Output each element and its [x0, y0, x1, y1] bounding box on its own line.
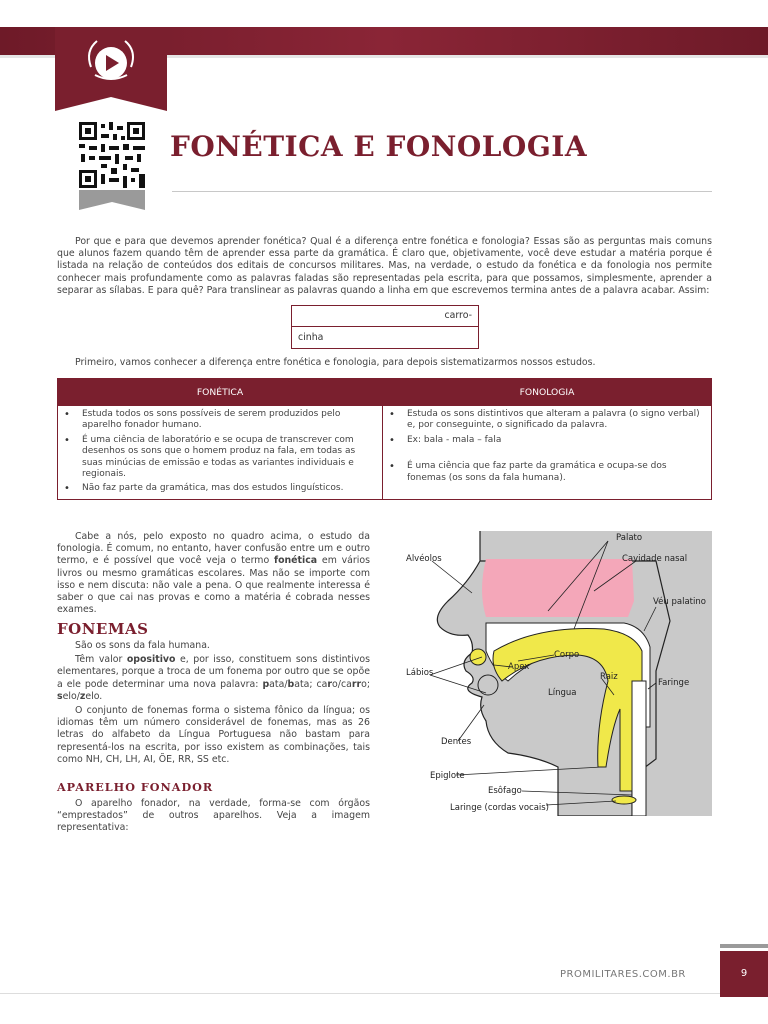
comparison-table — [57, 378, 712, 500]
label-veu-palatino: Véu palatino — [653, 597, 706, 607]
label-corpo: Corpo — [554, 650, 580, 660]
label-raiz: Raiz — [600, 672, 618, 682]
table-header — [58, 379, 711, 406]
label-cavidade-nasal: Cavidade nasal — [622, 554, 688, 564]
page-number: 9 — [720, 951, 768, 997]
label-faringe: Faringe — [658, 678, 690, 688]
fonetica-column — [58, 406, 370, 499]
fonemas-system: O conjunto de fonemas forma o sistema fônico da língua; os idiomas têm um número considerável de fonemas, mas as 26 letras do alfabeto da Língua Portuguesa não bastam para representá-los na escrita, por isso existem as combinações, tais como NH, CH, LH, AI, ÕE, RR, SS etc. — [57, 705, 370, 765]
fonemas-opositivo: Têm valor opositivo e, por isso, constituem sons distintivos elementares, porque a troca de um fonema por outro que se opõe a ele pode determinar uma nova palavra: pata/bata; caro/carro; selo/zelo. — [57, 654, 370, 702]
lip-upper — [470, 649, 486, 665]
list-item: • É uma ciência que faz parte da gramática e ocupa-se dos fonemas (os sons da fala humana). — [407, 461, 705, 484]
aparelho-paragraph: O aparelho fonador, na verdade, forma-se com órgãos “emprestados” de outros aparelhos. Veja a imagem representativa: — [57, 798, 370, 834]
section-heading-fonemas: FONEMAS — [57, 620, 149, 638]
list-item: • Ex: bala - mala – fala — [407, 435, 705, 446]
fonemas-section — [57, 640, 370, 766]
fonologia-column — [383, 406, 705, 499]
label-laringe: Laringe (cordas vocais) — [450, 803, 550, 813]
intro-paragraph: Por que e para que devemos aprender fonética? Qual é a diferença entre fonética e fonologia? Essas são as perguntas mais comuns que alunos fazem quando têm de aprender essa parte da gramática. É claro que, objetivamente, você deve estudar a matéria porque é listada na relação de conteúdos dos editais de concursos militares. Mas, na verdade, o estudo da fonética e da fonologia nos permite conhecer mais profundamente como as palavras faladas são representadas pela escrita, para que possamos, simplesmente, aprender a separar as sílabas. E para quê? Para translinear as palavras quando a linha em que escrevemos termina antes de a palavra acabar. Assim: — [57, 236, 712, 296]
play-ribbon-badge — [55, 27, 167, 111]
list-item: • Estuda os sons distintivos que alteram a palavra (o signo verbal) e, por conseguinte, o significado da palavra. — [407, 409, 705, 432]
section-heading-aparelho: APARELHO FONADOR — [57, 780, 214, 794]
esophagus — [632, 681, 646, 816]
lip-lower — [478, 675, 498, 695]
label-dentes: Dentes — [441, 737, 472, 747]
vocal-apparatus-diagram — [398, 531, 712, 816]
fonemas-definition: São os sons da fala humana. — [75, 640, 210, 651]
label-palato: Palato — [616, 533, 643, 543]
larynx-shape — [612, 796, 636, 804]
col-header-fonologia: FONOLOGIA — [519, 387, 575, 398]
label-esofago: Esôfago — [488, 786, 522, 796]
qr-code-icon[interactable] — [79, 122, 145, 188]
footer-site[interactable]: PROMILITARES.COM.BR — [560, 969, 686, 980]
list-item: • Não faz parte da gramática, mas dos estudos linguísticos. — [82, 483, 370, 494]
qr-tab — [79, 190, 145, 210]
hyphenation-example-box — [291, 305, 479, 349]
list-item: • É uma ciência de laboratório e se ocupa de transcrever com desenhos os sons que o homem produz na fala, em todas as suas minúcias de emissão e todas as variantes individuais e regionais. — [82, 435, 370, 481]
example-line-2: cinha — [298, 332, 324, 343]
intro-paragraph-2: Primeiro, vamos conhecer a diferença entre fonética e fonologia, para depois sistematizarmos nossos estudos. — [75, 357, 596, 368]
label-epiglote: Epiglote — [430, 771, 465, 781]
label-apex: Apex — [508, 662, 530, 672]
example-line-1: carro- — [444, 310, 472, 321]
nasal-cavity — [482, 559, 634, 617]
label-alveolos: Alvéolos — [406, 554, 442, 564]
bold-term: fonética — [273, 555, 318, 567]
label-lingua: Língua — [548, 688, 577, 698]
footer-divider — [0, 993, 720, 994]
title-divider — [172, 191, 712, 192]
page-title: FONÉTICA E FONOLOGIA — [170, 130, 588, 163]
body-paragraph: Cabe a nós, pelo exposto no quadro acima, o estudo da fonologia. É comum, no entanto, haver confusão entre um e outro termo, e é possível que você veja o termo fonética em vários livros ou mesmo gramáticas escolares. Mas não se importe com isso e nem discuta: não vale a pena. O que realmente interessa é saber o que cai nas provas e como a matéria é cobrada nesses exames. — [57, 531, 370, 616]
page-number-bar — [720, 944, 768, 948]
list-item: • Estuda todos os sons possíveis de serem produzidos pelo aparelho fonador humano. — [82, 409, 370, 432]
label-labios: Lábios — [406, 668, 434, 678]
col-header-fonetica: FONÉTICA — [196, 387, 244, 398]
